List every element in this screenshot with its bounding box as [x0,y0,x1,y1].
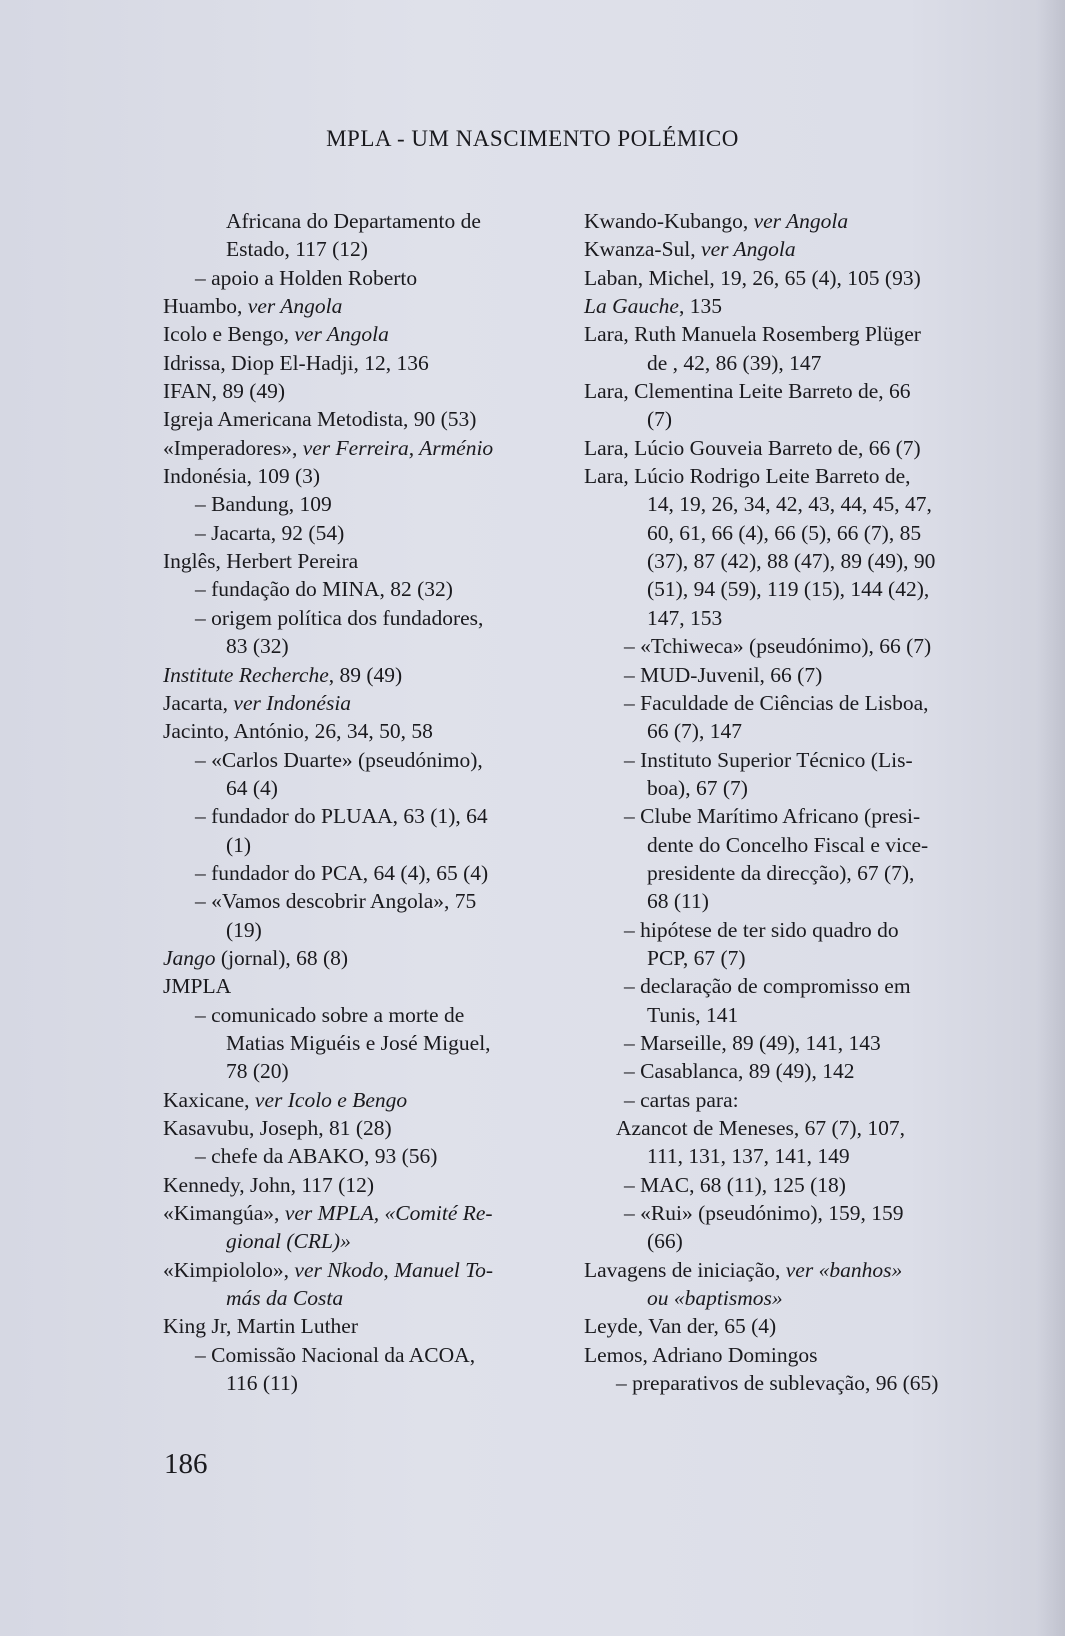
index-entry-line [584,519,959,547]
index-entry-line [584,1312,959,1340]
index-entry [584,916,959,973]
index-entry-line [163,746,538,774]
index-entry [584,661,959,689]
index-entry-line [584,717,959,745]
index-text: – chefe da ABAKO, 93 (56) [195,1144,438,1169]
index-entry [163,604,538,661]
index-entry-line [584,1086,959,1114]
index-text: (jornal), 68 (8) [215,945,349,970]
index-text: presidente da direcção), 67 (7), [647,860,915,885]
index-text: Jacarta, [163,690,234,715]
index-entry-line [584,349,959,377]
index-entry [163,746,538,803]
index-entry-line [584,689,959,717]
index-entry-line [163,1142,538,1170]
index-entry [584,802,959,915]
index-text: (7) [647,407,673,432]
index-column-right [584,207,959,1397]
index-text: Estado, 117 (12) [226,237,368,262]
index-entry-line [584,774,959,802]
index-entry-line [163,547,538,575]
index-text: – preparativos de sublevação, 96 (65) [616,1371,939,1396]
index-entry-line [584,887,959,915]
index-text: Laban, Michel, 19, 26, 65 (4), 105 (93) [584,265,921,290]
index-text-italic: más da Costa [226,1286,344,1311]
index-entry-line [584,462,959,490]
index-text-italic: ver Angola [247,294,343,319]
index-text: Leyde, Van der, 65 (4) [584,1314,777,1339]
index-text: Kwando-Kubango, [584,209,754,233]
index-entry [163,405,538,433]
index-entry [163,547,538,575]
index-entry-line [584,972,959,1000]
index-entry-line [584,1001,959,1029]
index-text-italic: ver Icolo e Bengo [254,1087,408,1112]
index-entry-line [584,1029,959,1057]
index-text: dente do Concelho Fiscal e vice- [647,832,929,857]
index-entry-line [584,604,959,632]
index-entry [163,1142,538,1170]
index-text: – fundador do PLUAA, 63 (1), 64 [195,804,488,829]
index-entry [163,1086,538,1114]
index-text-italic: gional (CRL)» [226,1229,351,1254]
index-text: Lara, Lúcio Rodrigo Leite Barreto de, [584,464,911,489]
index-text-italic: ver Angola [753,209,849,233]
index-text: Lavagens de iniciação, [584,1257,786,1282]
index-entry [584,235,959,263]
index-text: Kasavubu, Joseph, 81 (28) [163,1116,392,1140]
index-entry-line [584,575,959,603]
index-entry-line [163,1284,538,1312]
index-text: Tunis, 141 [647,1002,739,1027]
index-entry [584,462,959,632]
index-entry [584,1114,959,1171]
index-entry [163,1171,538,1199]
index-entry-line [163,434,538,462]
index-entry [163,887,538,944]
index-entry [163,802,538,859]
index-entry-line [584,547,959,575]
index-entry-line [163,292,538,320]
index-text: – Faculdade de Ciências de Lisboa, [624,690,929,715]
index-entry-line [163,1369,538,1397]
index-text: 68 (11) [647,889,709,914]
index-entry-line [163,916,538,944]
index-entry-line [584,944,959,972]
index-text: de , 42, 86 (39), 147 [647,350,822,375]
index-entry-line [584,320,959,348]
index-text: – «Tchiweca» (pseudónimo), 66 (7) [624,634,932,659]
index-text: – fundador do PCA, 64 (4), 65 (4) [195,860,489,885]
index-text: – apoio a Holden Roberto [195,265,418,290]
index-entry [163,1341,538,1398]
index-entry-line [163,377,538,405]
index-text: – Jacarta, 92 (54) [195,520,345,545]
index-entry-line [584,632,959,660]
index-entry [584,434,959,462]
index-entry-line [584,1057,959,1085]
index-text: – comunicado sobre a morte de [195,1002,465,1027]
index-entry-line [163,1171,538,1199]
index-entry [163,661,538,689]
index-entry [163,859,538,887]
index-text: – «Vamos descobrir Angola», 75 [195,889,477,914]
index-entry [584,1057,959,1085]
index-entry-line [163,349,538,377]
index-text: (19) [226,917,262,942]
index-text: – Bandung, 109 [195,492,332,517]
running-header: MPLA - UM NASCIMENTO POLÉMICO [326,126,739,151]
index-entry-line [163,207,538,235]
index-entry [163,689,538,717]
index-entry-line [163,235,538,263]
index-entry-line [584,377,959,405]
index-entry [163,944,538,972]
index-text-italic: Institute Recherche [163,662,329,687]
index-text: 66 (7), 147 [647,719,742,744]
index-entry-line [163,944,538,972]
index-text: – «Rui» (pseudónimo), 159, 159 [624,1201,904,1226]
index-text: Icolo e Bengo, [163,322,295,347]
index-entry-line [163,462,538,490]
index-entry-line [163,405,538,433]
index-entry [163,207,538,264]
index-entry [163,349,538,377]
index-entry-line [584,1341,959,1369]
index-entry-line [163,519,538,547]
index-text: – fundação do MINA, 82 (32) [195,577,453,602]
index-entry [584,746,959,803]
index-entry-line [163,1029,538,1057]
index-text: – Comissão Nacional da ACOA, [195,1342,476,1367]
index-text: Indonésia, 109 (3) [163,464,321,489]
index-entry [163,1114,538,1142]
index-entry-line [163,1001,538,1029]
index-text-italic: ver Ferreira, Arménio [302,435,494,460]
index-entry [163,1312,538,1340]
index-entry-line [163,972,538,1000]
index-entry [163,575,538,603]
index-text: Huambo, [163,294,248,319]
index-entry-line [163,802,538,830]
index-entry-line [163,490,538,518]
index-text: – MAC, 68 (11), 125 (18) [624,1172,846,1197]
index-text-italic: ver Nkodo, Manuel To- [294,1257,494,1282]
index-text: King Jr, Martin Luther [163,1314,358,1339]
index-entry-line [163,632,538,660]
index-entry [163,490,538,518]
index-entry [163,972,538,1000]
index-text: (66) [647,1229,683,1254]
index-text: 14, 19, 26, 34, 42, 43, 44, 45, 47, [647,492,932,517]
index-text: Lara, Lúcio Gouveia Barreto de, 66 (7) [584,435,921,460]
index-entry [584,1199,959,1256]
index-text: Jacinto, António, 26, 34, 50, 58 [163,719,433,744]
index-entry [584,207,959,235]
index-entry-line [163,859,538,887]
page-number: 186 [164,1448,208,1480]
index-text: Lemos, Adriano Domingos [584,1342,818,1367]
index-entry-line [163,887,538,915]
index-text: IFAN, 89 (49) [163,379,286,404]
index-text-italic: ou «baptismos» [647,1286,783,1311]
index-text: – hipótese de ter sido quadro do [624,917,899,942]
index-entry-line [163,1199,538,1227]
index-text: boa), 67 (7) [647,775,748,800]
index-entry-line [163,1312,538,1340]
index-entry [163,434,538,462]
index-text: JMPLA [163,974,232,999]
index-text: – «Carlos Duarte» (pseudónimo), [195,747,483,772]
index-text: – Marseille, 89 (49), 141, 143 [624,1030,881,1055]
index-entry [163,320,538,348]
index-text: Azancot de Meneses, 67 (7), 107, [616,1116,905,1140]
index-text: – MUD-Juvenil, 66 (7) [624,662,823,687]
index-entry-line [163,1114,538,1142]
index-text: Kennedy, John, 117 (12) [163,1172,374,1197]
index-entry [163,377,538,405]
index-entry [584,972,959,1029]
index-entry-line [584,405,959,433]
index-text: 83 (32) [226,634,289,659]
index-column-left [163,207,538,1397]
index-text: Igreja Americana Metodista, 90 (53) [163,407,477,432]
index-text: (51), 94 (59), 119 (15), 144 (42), [647,577,930,602]
index-entry [584,1171,959,1199]
index-text: 147, 153 [647,605,723,630]
index-entry [584,632,959,660]
index-text: 60, 61, 66 (4), 66 (5), 66 (7), 85 [647,520,922,545]
index-text: Lara, Ruth Manuela Rosemberg Plüger [584,322,921,347]
index-entry [584,1029,959,1057]
index-text: , 135 [678,294,722,319]
index-entry-line [163,320,538,348]
index-entry-line [584,292,959,320]
index-entry [584,292,959,320]
index-entry [163,519,538,547]
index-text: PCP, 67 (7) [647,945,746,970]
index-entry [584,1086,959,1114]
index-entry-line [163,661,538,689]
index-entry-line [163,774,538,802]
index-entry [584,1312,959,1340]
index-entry [163,1199,538,1256]
index-text: Lara, Clementina Leite Barreto de, 66 [584,379,911,404]
index-text-italic: ver MPLA, «Comité Re- [284,1201,493,1226]
index-entry [163,1001,538,1086]
index-entry-line [584,264,959,292]
index-entry [163,292,538,320]
index-entry-line [163,1086,538,1114]
index-text: (1) [226,832,252,857]
index-text: 78 (20) [226,1059,289,1084]
index-text: – origem política dos fundadores, [195,605,484,630]
index-entry [584,1369,959,1397]
index-text: – Instituto Superior Técnico (Lis- [624,747,913,772]
index-entry [584,1341,959,1369]
index-entry-line [584,831,959,859]
index-text: Kwanza-Sul, [584,237,702,262]
index-entry-line [163,1227,538,1255]
index-entry-line [163,1341,538,1369]
index-entry-line [584,1199,959,1227]
index-entry [584,1256,959,1313]
index-text: – cartas para: [624,1087,739,1112]
index-text: – Casablanca, 89 (49), 142 [624,1059,855,1084]
index-text: 116 (11) [226,1371,298,1396]
index-entry [163,717,538,745]
index-text-italic: La Gauche [584,294,679,319]
index-entry [163,264,538,292]
index-entry-line [584,1142,959,1170]
index-entry-line [163,1256,538,1284]
index-entry-line [163,264,538,292]
index-entry-line [584,1256,959,1284]
index-text: (37), 87 (42), 88 (47), 89 (49), 90 [647,549,936,574]
index-text: Kaxicane, [163,1087,255,1112]
index-text: Inglês, Herbert Pereira [163,549,359,574]
index-text: «Kimangúa», [163,1201,285,1226]
index-entry-line [163,717,538,745]
index-entry [584,689,959,746]
index-entry-line [584,1284,959,1312]
index-text: 111, 131, 137, 141, 149 [647,1144,850,1169]
index-entry-line [584,235,959,263]
index-entry-line [584,661,959,689]
index-text-italic: ver «banhos» [785,1257,903,1282]
index-entry [584,377,959,434]
index-entry [163,462,538,490]
index-text-italic: ver Indonésia [233,690,352,715]
index-text: Matias Miguéis e José Miguel, [226,1030,491,1055]
index-text: Idrissa, Diop El-Hadji, 12, 136 [163,350,429,375]
index-text-italic: Jango [163,945,216,970]
index-entry-line [163,604,538,632]
index-entry-line [163,689,538,717]
index-entry-line [584,1369,959,1397]
index-entry-line [584,207,959,235]
index-entry-line [163,831,538,859]
index-entry-line [584,1171,959,1199]
index-text: – Clube Marítimo Africano (presi- [624,804,921,829]
index-entry [584,264,959,292]
page-edge-shadow [1037,0,1065,1636]
index-text: – declaração de compromisso em [624,974,911,999]
index-text-italic: ver Angola [701,237,796,262]
index-text: «Kimpiololo», [163,1257,295,1282]
index-text-italic: ver Angola [294,322,389,347]
index-entry [163,1256,538,1313]
index-entry-line [163,1057,538,1085]
index-entry-line [584,434,959,462]
index-entry-line [584,916,959,944]
index-text: «Imperadores», [163,435,303,460]
index-entry-line [163,575,538,603]
index-entry-line [584,490,959,518]
index-text: Africana do Departamento de [226,209,481,233]
index-entry-line [584,1114,959,1142]
index-entry [584,320,959,377]
index-text: , 89 (49) [328,662,403,687]
index-entry-line [584,1227,959,1255]
index-entry-line [584,746,959,774]
index-text: 64 (4) [226,775,278,800]
index-entry-line [584,859,959,887]
index-entry-line [584,802,959,830]
